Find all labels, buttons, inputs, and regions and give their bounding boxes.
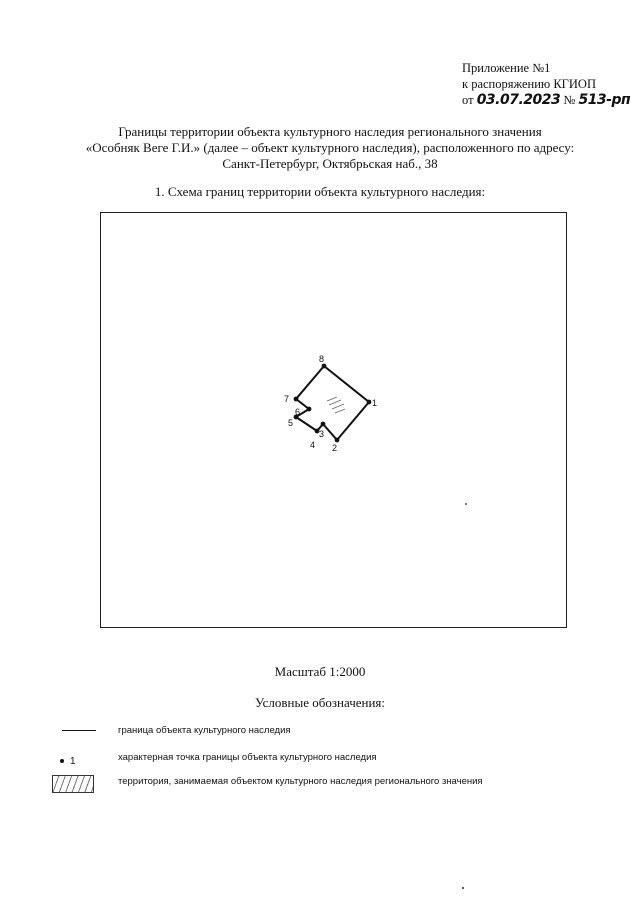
boundary-scheme-frame [100,212,567,628]
legend-boundary-line-symbol [62,730,96,731]
point-label-1: 1 [372,398,378,408]
point-label-5: 5 [288,418,294,428]
appendix-header [462,60,630,108]
boundary-point-7 [294,397,299,402]
document-title [40,124,620,172]
point-label-2: 2 [332,443,338,453]
map-scale: Масштаб 1:2000 [274,664,366,679]
territory-hatch [327,397,345,413]
boundary-scheme [101,213,568,629]
boundary-point-3 [321,422,326,427]
number-prefix: № [563,93,576,107]
scan-speck [462,887,464,889]
scan-speck [465,503,467,505]
appendix-line1: Приложение №1 [462,61,551,75]
handwritten-number: 513-рп [578,92,631,108]
legend-boundary-text: граница объекта культурного наследия [118,725,291,736]
point-label-7: 7 [284,394,290,404]
appendix-line2: к распоряжению КГИОП [462,77,596,91]
legend-point-label: 1 [70,756,76,767]
boundary-point-6 [307,407,312,412]
point-label-3: 3 [319,429,325,439]
section-heading: 1. Схема границ территории объекта культурного наследия: [154,184,486,199]
title-line2: «Особняк Веге Г.И.» (далее – объект культурного наследия), расположенного по адресу: [85,140,575,155]
boundary-point-1 [367,400,372,405]
point-label-4: 4 [310,440,316,450]
point-label-6: 6 [295,407,301,417]
appendix-date-line [462,92,630,108]
legend-point-symbol [60,756,76,767]
handwritten-date: 03.07.2023 [476,92,561,108]
legend-point-text: характерная точка границы объекта культурного наследия [118,752,377,763]
boundary-points [294,364,372,443]
date-prefix: от [462,93,474,107]
heritage-boundary-line [296,366,369,440]
boundary-point-2 [335,438,340,443]
legend-territory-text: территория, занимаемая объектом культурного наследия регионального значения [118,776,483,787]
legend-title: Условные обозначения: [254,695,386,710]
title-line3: Санкт-Петербург, Октябрьская наб., 38 [222,156,438,171]
title-line1: Границы территории объекта культурного наследия регионального значения [118,124,542,139]
point-label-8: 8 [319,354,325,364]
point-dot-icon [60,759,64,763]
legend-territory-hatch-symbol [52,775,94,793]
boundary-point-8 [322,364,327,369]
